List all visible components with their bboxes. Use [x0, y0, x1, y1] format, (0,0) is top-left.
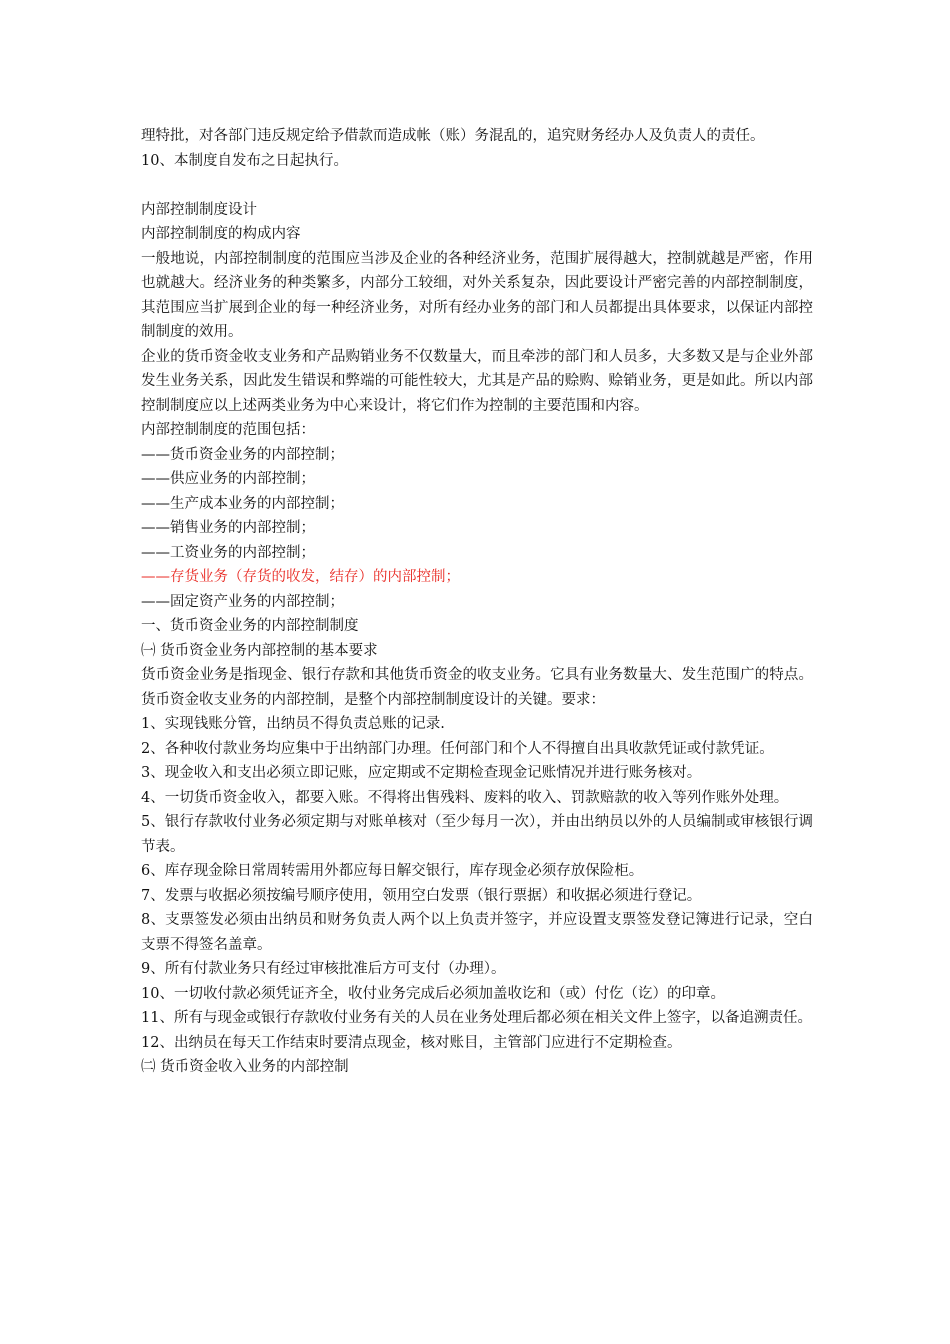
- subsection-heading: ㈠ 货币资金业务内部控制的基本要求: [141, 642, 378, 659]
- scope-item: ——固定资产业务的内部控制；: [141, 593, 344, 610]
- paragraph: 企业的货币资金收支业务和产品购销业务不仅数量大，而且牵涉的部门和人员多，大多数又是与企业外部发生业务关系，因此发生错误和弊端的可能性较大，尤其是产品的赊购、赊销业务，更是如此。所以内部控制制度应以上述两类业务为中心来设计，将它们作为控制的主要范围和内容。: [141, 348, 813, 414]
- requirement-item: 5、银行存款收付业务必须定期与对账单核对（至少每月一次），并由出纳员以外的人员编制或审核银行调节表。: [141, 814, 813, 855]
- scope-item-highlighted: ——存货业务（存货的收发，结存）的内部控制；: [141, 569, 460, 585]
- paragraph: 一般地说，内部控制制度的范围应当涉及企业的各种经济业务，范围扩展得越大，控制就越是严密，作用也就越大。经济业务的种类繁多，内部分工较细，对外关系复杂，因此要设计严密完善的内部控制制度，其范围应当扩展到企业的每一种经济业务，对所有经办业务的部门和人员都提出具体要求，以保证内部控制制度的效用。: [141, 250, 813, 340]
- requirement-item: 2、各种收付款业务均应集中于出纳部门办理。任何部门和个人不得擅自出具收款凭证或付款凭证。: [141, 740, 774, 757]
- blank-line: [141, 173, 813, 198]
- paragraph: 货币资金业务是指现金、银行存款和其他货币资金的收支业务。它具有业务数量大、发生范围广的特点。货币资金收支业务的内部控制，是整个内部控制制度设计的关键。要求：: [141, 667, 813, 708]
- section-heading: 内部控制制度设计: [141, 201, 257, 218]
- requirement-item: 10、一切收付款必须凭证齐全，收付业务完成后必须加盖收讫和（或）付仡（讫）的印章。: [141, 985, 725, 1002]
- scope-item: ——货币资金业务的内部控制；: [141, 446, 344, 463]
- requirement-item: 9、所有付款业务只有经过审核批准后方可支付（办理）。: [141, 961, 506, 977]
- document-body: [141, 124, 813, 1080]
- requirement-item: 7、发票与收据必须按编号顺序使用，领用空白发票（银行票据）和收据必须进行登记。: [141, 887, 702, 904]
- requirement-item: 8、支票签发必须由出纳员和财务负责人两个以上负责并签字，并应设置支票签发登记簿进行记录，空白支票不得签名盖章。: [141, 912, 813, 953]
- requirement-item: 12、出纳员在每天工作结束时要清点现金，核对账目，主管部门应进行不定期检查。: [141, 1034, 682, 1051]
- scope-item: ——生产成本业务的内部控制；: [141, 495, 344, 512]
- requirement-item: 1、实现钱账分管，出纳员不得负责总账的记录.: [141, 716, 445, 732]
- list-item-10: 10、本制度自发布之日起执行。: [141, 152, 348, 169]
- scope-item: ——销售业务的内部控制；: [141, 520, 315, 536]
- paragraph-continuation: 理特批，对各部门违反规定给予借款而造成帐（账）务混乱的，追究财务经办人及负责人的责任。: [141, 128, 765, 144]
- requirement-item: 4、一切货币资金收入，都要入账。不得将出售残料、废料的收入、罚款赔款的收入等列作账外处理。: [141, 789, 789, 806]
- paragraph: 内部控制制度的范围包括：: [141, 422, 315, 438]
- requirement-item: 11、所有与现金或银行存款收付业务有关的人员在业务处理后都必须在相关文件上签字，以备追溯责任。: [141, 1010, 812, 1026]
- requirement-item: 6、库存现金除日常周转需用外都应每日解交银行，库存现金必须存放保险柜。: [141, 863, 644, 879]
- section-heading: 一、货币资金业务的内部控制制度: [141, 618, 359, 634]
- subsection-heading: ㈡ 货币资金收入业务的内部控制: [141, 1059, 349, 1075]
- scope-item: ——供应业务的内部控制；: [141, 471, 315, 487]
- requirement-item: 3、现金收入和支出必须立即记账，应定期或不定期检查现金记账情况并进行账务核对。: [141, 765, 702, 781]
- scope-item: ——工资业务的内部控制；: [141, 544, 315, 561]
- subsection-heading: 内部控制制度的构成内容: [141, 226, 301, 242]
